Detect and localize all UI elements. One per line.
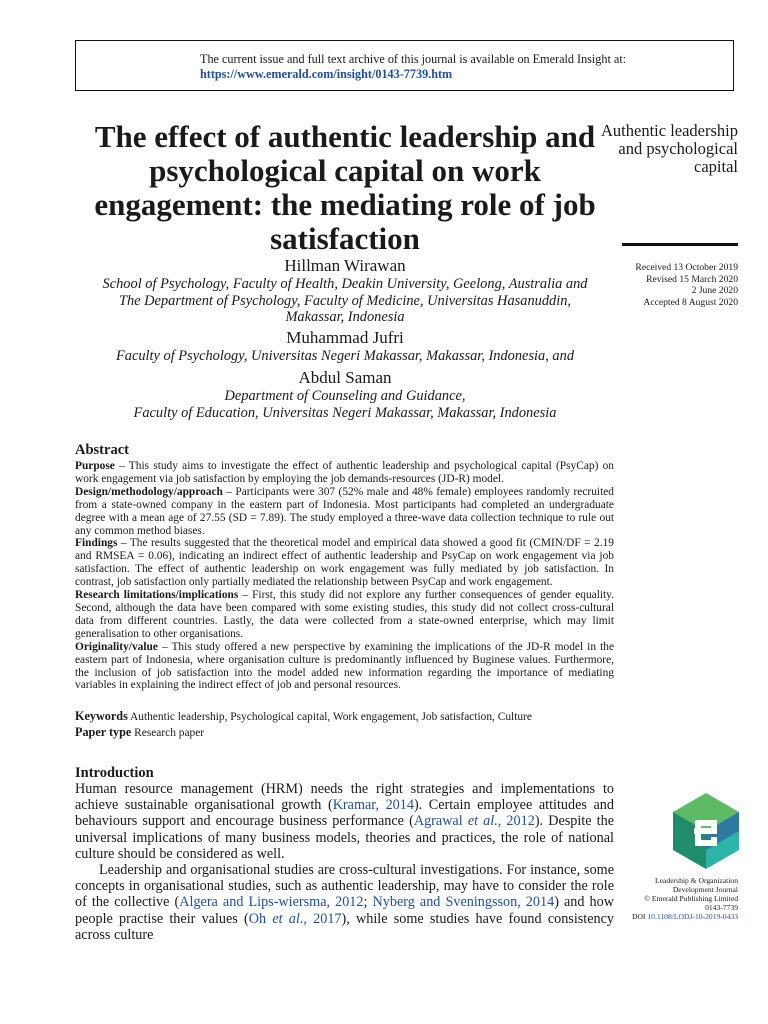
- citation-link[interactable]: [249, 911, 342, 927]
- date-revised: Revised 15 March 2020: [646, 273, 738, 285]
- doi-link[interactable]: 10.1108/LODJ-10-2019-0433: [647, 912, 738, 922]
- purpose-text: – This study aims to investigate the effect of authentic leadership and psychological capital (PsyCap) on work engagement via job satisfaction by employing the job demands-resources (JD-R) model.: [75, 460, 614, 485]
- design-text: – Participants were 307 (52% male and 48% female) employees randomly recruited from a state-owned company in the eastern part of Indonesia. Most participants had completed an undergraduate degree with a mean age of 27.55 (SD = 7.89). The study employed a three-wave data collection technique to rule out any common method biases.: [75, 485, 614, 537]
- notice-text: [200, 52, 626, 82]
- author-affiliation: [70, 348, 620, 365]
- keywords-label: Keywords: [75, 709, 128, 723]
- intro-text: Human resource management (HRM) needs the right strategies and implementations to achieve sustainable organisational growth (: [75, 781, 614, 814]
- citation-author: Oh: [248, 910, 273, 927]
- findings-text: – The results suggested that the theoretical model and empirical data showed a good fit (CMIN/DF = 2.19 and RMSEA = 0.06), indicating an indirect effect of authentic leadership and PsyCap on work engagement via job satisfaction. The effect of authentic leadership on work engagement was fully mediated by job satisfaction. In contrast, job satisfaction only partially mediated the relationship between PsyCap and work engagement.: [75, 537, 614, 589]
- abstract-limitations: [75, 589, 614, 641]
- notice-message: The current issue and full text archive of this journal is available on Emerald Insight at:: [200, 52, 627, 66]
- intro-text: ). Certain employee attitudes and behaviours support and encourage business performance (: [75, 797, 614, 830]
- abstract-originality: [75, 641, 614, 693]
- date-received: Received 13 October 2019: [635, 262, 738, 273]
- running-head: Authentic leadership and psychological capital: [601, 121, 738, 176]
- affiliation-line: The Department of Psychology, Faculty of Medicine, Universitas Hasanuddin,: [118, 292, 572, 309]
- keywords-text: Authentic leadership, Psychological capital, Work engagement, Job satisfaction, Culture: [127, 711, 532, 723]
- date-accepted: Accepted 8 August 2020: [643, 296, 738, 308]
- article-title: The effect of authentic leadership and psychological capital on work engagement: the mediating role of job satisfaction: [94, 119, 596, 256]
- citation-link[interactable]: Algera and Lips-wiersma, 2012: [179, 894, 364, 911]
- abstract-heading: Abstract: [75, 442, 129, 458]
- intro-text: ) and how people practise their values (: [75, 894, 614, 927]
- abstract-design: [75, 486, 614, 538]
- author-name: Abdul Saman: [298, 368, 392, 387]
- citation-year: , 2017: [303, 910, 342, 927]
- journal-name-cont: Development Journal: [672, 885, 738, 895]
- author-affiliation: [70, 388, 620, 421]
- originality-text: – This study offered a new perspective by examining the implications of the JD-R model in the eastern part of Indonesia, where organisation culture is predominantly influenced by Buginese values. Furthermore, the inclusion of job satisfaction into the model added new information regarding the importance of mediating variables in explaining the indirect effect of job and personal resources.: [75, 640, 614, 692]
- intro-text: ), while some studies have found consistency across culture: [75, 910, 615, 943]
- limitations-label: Research limitations/implications: [75, 589, 239, 602]
- journal-archive-link[interactable]: https://www.emerald.com/insight/0143-7739.htm: [200, 67, 453, 81]
- citation-year: , 2012: [497, 813, 535, 830]
- introduction-heading: Introduction: [75, 765, 154, 781]
- author-affiliation: [70, 276, 620, 326]
- date-revised-2: 2 June 2020: [691, 285, 738, 296]
- abstract-body: [75, 460, 614, 692]
- intro-text: ). Despite the universal implications of many business models, theories and practices, the role of national culture should be considered as well.: [75, 813, 615, 862]
- running-head-rule: [622, 243, 738, 246]
- publisher-copyright: © Emerald Publishing Limited: [644, 894, 738, 904]
- keywords-line: [75, 710, 614, 724]
- affiliation-line: Department of Counseling and Guidance,: [224, 388, 466, 404]
- citation-etal: et al.: [467, 813, 498, 830]
- author-name: Muhammad Jufri: [286, 328, 404, 347]
- intro-paragraph-2: [75, 862, 614, 943]
- citation-author: Agrawal: [413, 813, 468, 830]
- emerald-logo-icon: [673, 793, 739, 869]
- design-label: Design/methodology/approach: [75, 485, 223, 498]
- affiliation-line: Makassar, Indonesia: [285, 309, 405, 325]
- paper-type-text: Research paper: [131, 727, 205, 739]
- journal-name: Leadership & Organization: [655, 876, 738, 885]
- citation-etal: et al.: [272, 910, 304, 927]
- journal-footer: [590, 876, 738, 921]
- intro-text: Leadership and organisational studies are cross-cultural investigations. For instance, some concepts in organisational studies, such as authentic leadership, may have to consider the role of the collective (: [75, 862, 614, 911]
- introduction-body: [75, 781, 614, 943]
- limitations-text: – First, this study did not explore any further consequences of gender equality. Second, although the data have been compared with some existing studies, this study did not collect cross-cultural data from different countries. Lastly, the data were collected from a state-owned enterprise, which may limit generalisation to other organisations.: [75, 589, 614, 640]
- paper-type-line: [75, 726, 614, 740]
- originality-label: Originality/value: [75, 640, 158, 653]
- citation-separator: ;: [363, 894, 373, 911]
- affiliation-line: Faculty of Education, Universitas Negeri Makassar, Makassar, Indonesia: [133, 404, 557, 421]
- abstract-findings: [75, 537, 614, 589]
- author-name: Hillman Wirawan: [284, 256, 406, 275]
- citation-link[interactable]: [414, 813, 535, 829]
- purpose-label: Purpose: [75, 460, 115, 472]
- journal-issn: 0143-7739: [705, 903, 738, 913]
- intro-paragraph-1: [75, 781, 614, 862]
- findings-label: Findings: [75, 537, 118, 550]
- citation-link[interactable]: Nyberg and Sveningsson, 2014: [372, 894, 555, 911]
- citation-link[interactable]: Kramar, 2014: [332, 797, 414, 814]
- doi-label: DOI: [631, 912, 648, 922]
- affiliation-line: Faculty of Psychology, Universitas Negeri Makassar, Makassar, Indonesia, and: [115, 348, 575, 364]
- paper-type-label: Paper type: [75, 725, 132, 739]
- affiliation-line: School of Psychology, Faculty of Health, Deakin University, Geelong, Australia and: [102, 276, 588, 292]
- doi-line: [590, 912, 738, 921]
- abstract-purpose: [75, 460, 614, 486]
